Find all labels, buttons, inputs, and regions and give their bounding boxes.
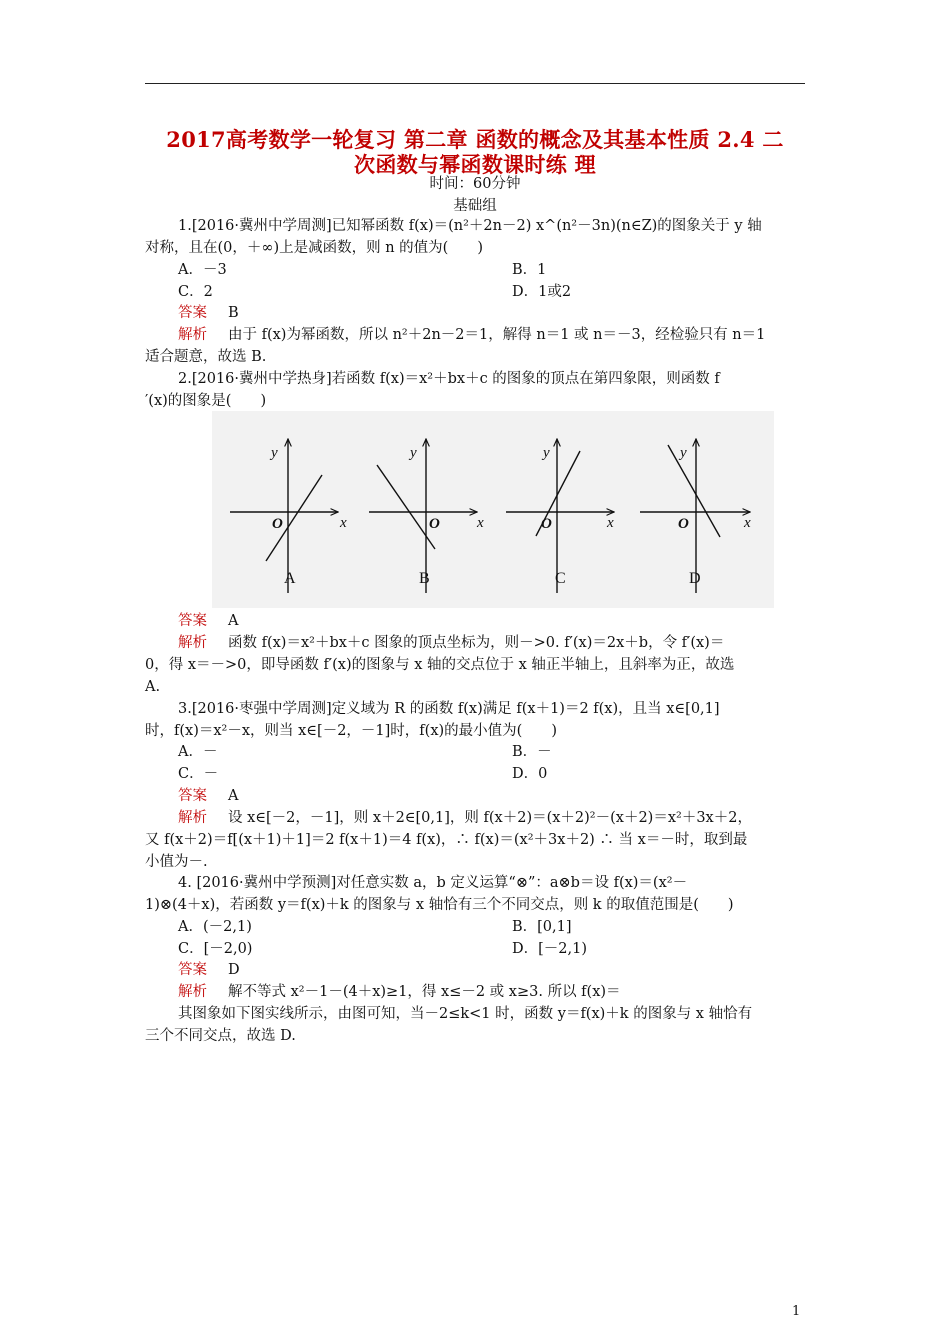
panel-c-origin: O — [541, 516, 552, 532]
panel-c-x-label: x — [607, 515, 614, 531]
q3-analysis-line2: 又 f(x＋2)＝f[(x＋1)＋1]＝2 f(x＋1)＝4 f(x)，∴ f(x)＝(x²＋3x＋2) ∴ 当 x＝－时，取到最 — [145, 832, 748, 848]
q2-stem-line1: 2.[2016·冀州中学热身]若函数 f(x)＝x²＋bx＋c 的图象的顶点在第四象限，则函数 f — [178, 371, 720, 387]
panel-c-caption: C — [555, 570, 566, 587]
panel-a-caption: A — [284, 570, 296, 587]
q2-stem-line2: ′(x)的图象是( ) — [145, 393, 267, 409]
q2-graph-options-figure — [212, 411, 774, 608]
q4-option-a: A．(－2,1) — [178, 919, 252, 935]
panel-a-x-label: x — [340, 515, 347, 531]
q3-analysis-label: 解析 — [178, 810, 207, 826]
q2-analysis-label: 解析 — [178, 635, 207, 651]
q2-analysis-line2: 0，得 x＝－>0，即导函数 f′(x)的图象与 x 轴的交点位于 x 轴正半轴上，且斜率为正，故选 — [145, 657, 735, 673]
q1-analysis-label: 解析 — [178, 327, 207, 343]
doc-title-line1: 2017高考数学一轮复习 第二章 函数的概念及其基本性质 2.4 二 — [166, 127, 784, 152]
q4-stem-line2: 1)⊗(4＋x)，若函数 y＝f(x)＋k 的图象与 x 轴恰有三个不同交点，则 k 的取值范围是( ) — [145, 897, 734, 913]
q1-option-c: C．2 — [178, 284, 213, 300]
q4-option-d: D．[－2,1) — [512, 941, 587, 957]
q3-option-a: A．－ — [178, 744, 218, 760]
q1-analysis-line1: 由于 f(x)为幂函数，所以 n²＋2n－2＝1，解得 n＝1 或 n＝－3，经检验只有 n＝1 — [228, 327, 766, 343]
q3-answer: A — [228, 788, 239, 804]
q3-option-d: D．0 — [512, 766, 548, 782]
q4-option-c: C．[－2,0) — [178, 941, 253, 957]
panel-d-caption: D — [689, 570, 701, 587]
q4-analysis-line3: 三个不同交点，故选 D. — [145, 1028, 296, 1044]
q3-option-b: B．－ — [512, 744, 552, 760]
panel-d-y-label: y — [680, 445, 687, 461]
q2-answer-label: 答案 — [178, 613, 207, 629]
panel-d-origin: O — [678, 516, 689, 532]
time-label: 时间：60分钟 — [429, 176, 521, 192]
q1-analysis-line2: 适合题意，故选 B. — [145, 349, 267, 365]
q4-answer: D — [228, 962, 240, 978]
panel-a-origin: O — [272, 516, 283, 532]
page-number: 1 — [792, 1304, 801, 1319]
panel-c-y-label: y — [543, 445, 550, 461]
q3-answer-label: 答案 — [178, 788, 207, 804]
panel-a-y-label: y — [271, 445, 278, 461]
q3-option-c: C．－ — [178, 766, 219, 782]
q1-answer: B — [228, 305, 239, 321]
q1-stem-line1: 1.[2016·冀州中学周测]已知幂函数 f(x)＝(n²＋2n－2) x^(n²－3n)(n∈Z)的图象关于 y 轴 — [178, 218, 762, 234]
panel-b-caption: B — [419, 570, 430, 587]
q3-stem-line1: 3.[2016·枣强中学周测]定义域为 R 的函数 f(x)满足 f(x＋1)＝2 f(x)，且当 x∈[0,1] — [178, 701, 720, 717]
q3-analysis-line3: 小值为－. — [145, 854, 208, 870]
doc-title-line2: 次函数与幂函数课时练 理 — [354, 152, 596, 177]
header-rule — [145, 83, 805, 84]
q1-option-b: B．1 — [512, 262, 547, 278]
q2-analysis-line1: 函数 f(x)＝x²＋bx＋c 图象的顶点坐标为，则－>0. f′(x)＝2x＋b，令 f′(x)＝ — [228, 635, 725, 651]
q3-stem-line2: 时，f(x)＝x²－x，则当 x∈[－2，－1]时，f(x)的最小值为( ) — [145, 723, 557, 739]
q2-answer: A — [228, 613, 239, 629]
q1-stem-line2: 对称，且在(0，＋∞)上是减函数，则 n 的值为( ) — [145, 240, 483, 256]
q2-analysis-line3: A. — [145, 679, 161, 695]
q4-answer-label: 答案 — [178, 962, 207, 978]
group-label: 基础组 — [453, 198, 497, 214]
panel-b-y-label: y — [410, 445, 417, 461]
q3-analysis-line1: 设 x∈[－2，－1]，则 x＋2∈[0,1]，则 f(x＋2)＝(x＋2)²－(x＋2)＝x²＋3x＋2， — [228, 810, 752, 826]
panel-b-origin: O — [429, 516, 440, 532]
q1-answer-label: 答案 — [178, 305, 207, 321]
q4-analysis-line1: 解不等式 x²－1－(4＋x)≥1，得 x≤－2 或 x≥3. 所以 f(x)＝ — [228, 984, 621, 1000]
q1-option-d: D．1或2 — [512, 284, 572, 300]
q4-option-b: B．[0,1] — [512, 919, 572, 935]
panel-b-x-label: x — [477, 515, 484, 531]
q4-analysis-line2: 其图象如下图实线所示，由图可知，当－2≤k<1 时，函数 y＝f(x)＋k 的图象与 x 轴恰有 — [178, 1006, 753, 1022]
q1-option-a: A．－3 — [178, 262, 227, 278]
q4-stem-line1: 4. [2016·冀州中学预测]对任意实数 a，b 定义运算“⊗”：a⊗b＝设 f(x)＝(x²－ — [178, 875, 688, 891]
panel-d-x-label: x — [744, 515, 751, 531]
q4-analysis-label: 解析 — [178, 984, 207, 1000]
